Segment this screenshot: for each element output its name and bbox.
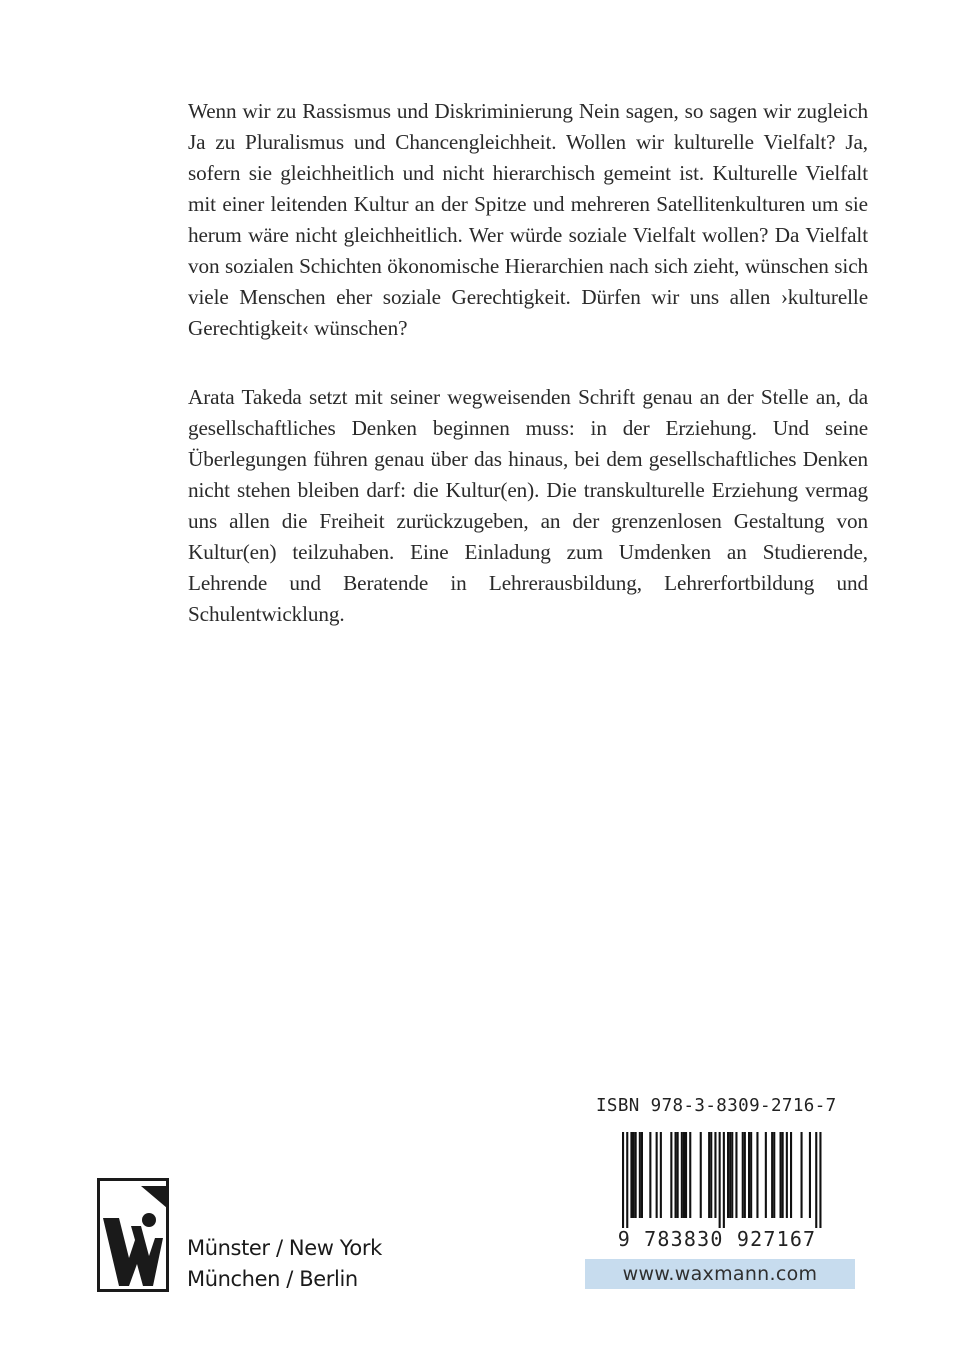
blurb-paragraph-1: [188, 96, 868, 344]
barcode-bar: [786, 1132, 788, 1218]
barcode-bar: [639, 1132, 641, 1218]
waxmann-logo-icon: [97, 1178, 169, 1292]
barcode-bar: [710, 1132, 712, 1218]
barcode-bar: [771, 1132, 773, 1218]
isbn-barcode: [604, 1130, 830, 1251]
barcode-bar: [689, 1132, 691, 1218]
barcode-bar: [685, 1132, 687, 1218]
barcode-bar: [819, 1132, 821, 1228]
barcode-bar: [765, 1132, 767, 1218]
barcode-bar: [622, 1132, 624, 1228]
barcode-bars: [622, 1132, 822, 1228]
barcode-bar: [815, 1132, 817, 1228]
publisher-cities-line-1: Münster / New York: [187, 1236, 382, 1260]
barcode-bar: [649, 1132, 651, 1218]
barcode-bar: [708, 1132, 710, 1218]
barcode-bar: [675, 1132, 677, 1218]
barcode-bar: [801, 1132, 803, 1218]
barcode-bar: [626, 1132, 628, 1228]
blurb-paragraph-2-text: Arata Takeda setzt mit seiner wegweisenden Schrift genau an der Stelle an, da gesellschaftliches Denken beginnen muss: in der Erziehung. Und seine Überlegungen führen genau über das hinaus, bei dem gesellschaftliches Denken nicht stehen bleiben darf: die Kultur(en). Die transkulturelle Erziehung vermag uns allen die Freiheit zurückzugeben, an der grenzenlosen Gestaltung von Kultur(en) teilzuhaben. Eine Einladung zum Umdenken an Studierende, Lehrende und Beratende in Lehrerausbildung, Lehrerfortbildung und Schulentwicklung.: [188, 385, 868, 626]
barcode-bar: [630, 1132, 632, 1218]
barcode-bar: [809, 1132, 811, 1218]
blurb-paragraph-2: [188, 382, 868, 630]
barcode-bar: [660, 1132, 662, 1218]
barcode-bar: [744, 1132, 746, 1218]
barcode-bar: [727, 1132, 729, 1218]
barcode-bar: [731, 1132, 733, 1218]
barcode-bar: [773, 1132, 775, 1218]
barcode-bar: [681, 1132, 683, 1218]
blurb-paragraph-1-text: Wenn wir zu Rassismus und Diskriminierung Nein sagen, so sagen wir zugleich Ja zu Pluralismus und Chancengleichheit. Wollen wir kulturelle Vielfalt? Ja, sofern sie gleichheitlich und nicht hierarchisch gemeint ist. Kulturelle Vielfalt mit einer leitenden Kultur an der Spitze und mehreren Satellitenkulturen um sie herum wäre nicht gleichheitlich. Wer würde soziale Vielfalt wollen? Da Vielfalt von sozialen Schichten ökonomische Hierarchien nach sich zieht, wünschen sich viele Menschen eher soziale Gerechtigkeit. Dürfen wir uns allen ›kulturelle Gerechtigkeit‹ wünschen?: [188, 99, 868, 340]
barcode-bar: [677, 1132, 679, 1218]
barcode-bar: [742, 1132, 744, 1218]
barcode-bar: [670, 1132, 672, 1218]
barcode-bar: [723, 1132, 725, 1228]
barcode-bar: [633, 1132, 635, 1218]
barcode-bar: [782, 1132, 784, 1218]
isbn-label: ISBN 978-3-8309-2716-7: [596, 1096, 837, 1116]
barcode-bar: [683, 1132, 685, 1218]
barcode-bar: [790, 1132, 792, 1218]
publisher-cities-line-2: München / Berlin: [187, 1267, 358, 1291]
barcode-bar: [719, 1132, 721, 1228]
barcode-bar: [656, 1132, 658, 1218]
barcode-digits: 9 783830 927167: [617, 1227, 817, 1251]
barcode-bar: [700, 1132, 702, 1218]
barcode-bar: [635, 1132, 637, 1218]
barcode-bar: [735, 1132, 737, 1218]
barcode-bar: [714, 1132, 716, 1218]
publisher-imprint: [97, 1178, 397, 1292]
publisher-website-link[interactable]: www.waxmann.com: [585, 1259, 855, 1289]
barcode-bar: [750, 1132, 752, 1218]
barcode-bar: [756, 1132, 758, 1218]
barcode-bar: [729, 1132, 731, 1218]
publisher-cities: [187, 1233, 382, 1295]
barcode-bar: [641, 1132, 643, 1218]
barcode-bar: [780, 1132, 782, 1218]
barcode-bar: [748, 1132, 750, 1218]
